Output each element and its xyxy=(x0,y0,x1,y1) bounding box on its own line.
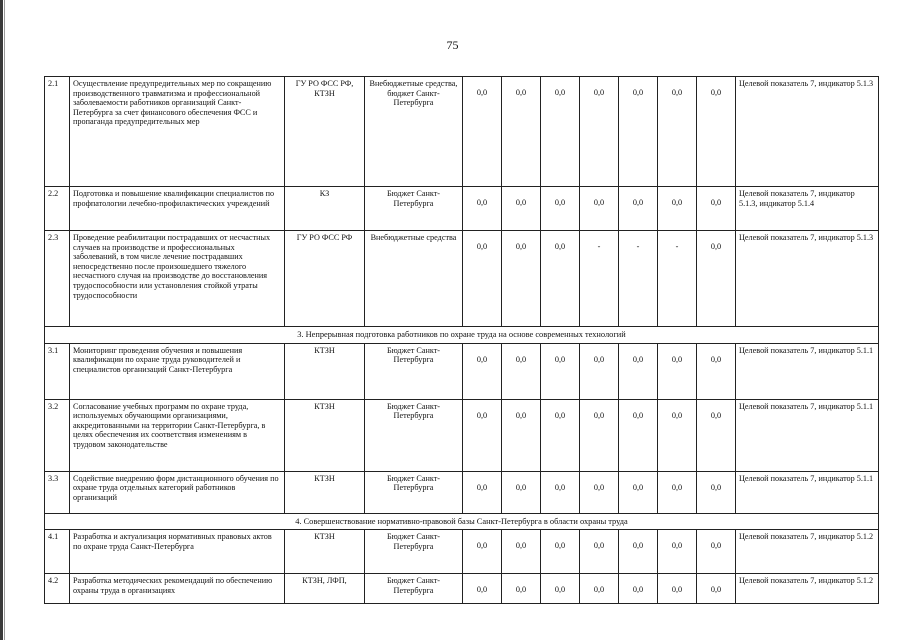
value-cell: 0,0 xyxy=(502,231,541,327)
value-cell: 0,0 xyxy=(580,471,619,513)
value-cell: - xyxy=(619,231,658,327)
value-cell: 0,0 xyxy=(619,343,658,399)
value-cell: 0,0 xyxy=(658,399,697,471)
value-cell: 0,0 xyxy=(580,530,619,574)
value-cell: 0,0 xyxy=(463,231,502,327)
executor-cell: КТЗН xyxy=(285,399,365,471)
value-cell: 0,0 xyxy=(697,574,736,604)
value-cell: 0,0 xyxy=(658,77,697,187)
value-cell: 0,0 xyxy=(502,343,541,399)
section-heading: 3. Непрерывная подготовка работников по охране труда на основе современных технологий xyxy=(45,327,879,344)
table-row xyxy=(45,343,879,399)
executor-cell: КТЗН xyxy=(285,343,365,399)
executor-cell: КТЗН xyxy=(285,530,365,574)
value-cell: 0,0 xyxy=(580,574,619,604)
value-cell: 0,0 xyxy=(697,187,736,231)
target-indicator-cell: Целевой показатель 7, индикатор 5.1.3, индикатор 5.1.4 xyxy=(736,187,879,231)
value-cell: 0,0 xyxy=(502,399,541,471)
row-number: 3.3 xyxy=(45,471,70,513)
value-cell: 0,0 xyxy=(463,187,502,231)
value-cell: 0,0 xyxy=(502,530,541,574)
value-cell: 0,0 xyxy=(580,343,619,399)
value-cell: - xyxy=(580,231,619,327)
funding-source-cell: Бюджет Санкт-Петербурга xyxy=(365,187,463,231)
activity-description: Осуществление предупредительных мер по сокращению производственного травматизма и профессиональной заболеваемости работников организаций Санкт-Петербурга за счет финансового обеспечения ФСС и пропаганда предупредительных мер xyxy=(70,77,285,187)
section-heading-row xyxy=(45,513,879,530)
value-cell: 0,0 xyxy=(619,399,658,471)
value-cell: 0,0 xyxy=(658,574,697,604)
value-cell: 0,0 xyxy=(463,471,502,513)
table-row xyxy=(45,77,879,187)
executor-cell: КЗ xyxy=(285,187,365,231)
target-indicator-cell: Целевой показатель 7, индикатор 5.1.1 xyxy=(736,471,879,513)
executor-cell: КТЗН xyxy=(285,471,365,513)
section-heading: 4. Совершенствование нормативно-правовой базы Санкт-Петербурга в области охраны труда xyxy=(45,513,879,530)
value-cell: 0,0 xyxy=(697,231,736,327)
scan-edge xyxy=(0,0,3,640)
executor-cell: ГУ РО ФСС РФ xyxy=(285,231,365,327)
value-cell: 0,0 xyxy=(541,530,580,574)
value-cell: 0,0 xyxy=(580,187,619,231)
funding-source-cell: Бюджет Санкт-Петербурга xyxy=(365,574,463,604)
value-cell: 0,0 xyxy=(541,187,580,231)
table-row xyxy=(45,187,879,231)
target-indicator-cell: Целевой показатель 7, индикатор 5.1.1 xyxy=(736,343,879,399)
value-cell: 0,0 xyxy=(619,530,658,574)
section-heading-row xyxy=(45,327,879,344)
value-cell: 0,0 xyxy=(658,530,697,574)
row-number: 4.1 xyxy=(45,530,70,574)
value-cell: 0,0 xyxy=(697,343,736,399)
table-row xyxy=(45,471,879,513)
table-row xyxy=(45,399,879,471)
value-cell: 0,0 xyxy=(541,574,580,604)
target-indicator-cell: Целевой показатель 7, индикатор 5.1.2 xyxy=(736,530,879,574)
row-number: 4.2 xyxy=(45,574,70,604)
activity-description: Мониторинг проведения обучения и повышения квалификации по охране труда руководителей и специалистов организаций Санкт-Петербурга xyxy=(70,343,285,399)
funding-source-cell: Бюджет Санкт-Петербурга xyxy=(365,399,463,471)
program-table xyxy=(44,76,879,604)
executor-cell: КТЗН, ЛФП, xyxy=(285,574,365,604)
target-indicator-cell: Целевой показатель 7, индикатор 5.1.3 xyxy=(736,77,879,187)
activity-description: Подготовка и повышение квалификации специалистов по профпатологии лечебно-профилактических учреждений xyxy=(70,187,285,231)
value-cell: 0,0 xyxy=(463,77,502,187)
value-cell: 0,0 xyxy=(541,77,580,187)
row-number: 2.2 xyxy=(45,187,70,231)
activity-description: Разработка и актуализация нормативных правовых актов по охране труда Санкт-Петербурга xyxy=(70,530,285,574)
row-number: 2.1 xyxy=(45,77,70,187)
target-indicator-cell: Целевой показатель 7, индикатор 5.1.3 xyxy=(736,231,879,327)
funding-source-cell: Внебюджетные средства xyxy=(365,231,463,327)
value-cell: 0,0 xyxy=(619,471,658,513)
funding-source-cell: Бюджет Санкт-Петербурга xyxy=(365,530,463,574)
value-cell: 0,0 xyxy=(658,187,697,231)
activity-description: Содействие внедрению форм дистанционного обучения по охране труда отдельных категорий работников организаций xyxy=(70,471,285,513)
value-cell: 0,0 xyxy=(658,343,697,399)
funding-source-cell: Внебюджетные средства, бюджет Санкт-Петербурга xyxy=(365,77,463,187)
value-cell: 0,0 xyxy=(580,399,619,471)
activity-description: Проведение реабилитации пострадавших от несчастных случаев на производстве и профессиональных заболеваний, в том числе лечение пострадавших непосредственно после произошедшего тяжелого несчастного случая на производстве до восстановления трудоспособности или установления стойкой утраты трудоспособности xyxy=(70,231,285,327)
value-cell: 0,0 xyxy=(541,343,580,399)
table-row xyxy=(45,574,879,604)
value-cell: 0,0 xyxy=(502,77,541,187)
executor-cell: ГУ РО ФСС РФ, КТЗН xyxy=(285,77,365,187)
value-cell: 0,0 xyxy=(541,399,580,471)
activity-description: Разработка методических рекомендаций по обеспечению охраны труда в организациях xyxy=(70,574,285,604)
value-cell: 0,0 xyxy=(697,530,736,574)
scan-edge-line xyxy=(4,0,5,640)
value-cell: 0,0 xyxy=(463,530,502,574)
value-cell: 0,0 xyxy=(502,471,541,513)
value-cell: 0,0 xyxy=(541,231,580,327)
table-row xyxy=(45,231,879,327)
value-cell: 0,0 xyxy=(463,343,502,399)
value-cell: 0,0 xyxy=(580,77,619,187)
value-cell: 0,0 xyxy=(541,471,580,513)
funding-source-cell: Бюджет Санкт-Петербурга xyxy=(365,471,463,513)
value-cell: 0,0 xyxy=(463,399,502,471)
value-cell: 0,0 xyxy=(502,187,541,231)
value-cell: 0,0 xyxy=(619,187,658,231)
value-cell: 0,0 xyxy=(619,574,658,604)
row-number: 3.2 xyxy=(45,399,70,471)
target-indicator-cell: Целевой показатель 7, индикатор 5.1.1 xyxy=(736,399,879,471)
row-number: 2.3 xyxy=(45,231,70,327)
funding-source-cell: Бюджет Санкт-Петербурга xyxy=(365,343,463,399)
target-indicator-cell: Целевой показатель 7, индикатор 5.1.2 xyxy=(736,574,879,604)
value-cell: 0,0 xyxy=(463,574,502,604)
page-number: 75 xyxy=(446,38,459,52)
activity-description: Согласование учебных программ по охране труда, используемых обучающими организациями, аккредитованными на территории Санкт-Петербурга, в целях обеспечения их соответствия изменениям в трудовом законодательстве xyxy=(70,399,285,471)
row-number: 3.1 xyxy=(45,343,70,399)
table-body xyxy=(45,77,879,604)
value-cell: 0,0 xyxy=(697,471,736,513)
value-cell: 0,0 xyxy=(697,77,736,187)
value-cell: 0,0 xyxy=(619,77,658,187)
value-cell: 0,0 xyxy=(697,399,736,471)
value-cell: - xyxy=(658,231,697,327)
table-row xyxy=(45,530,879,574)
value-cell: 0,0 xyxy=(658,471,697,513)
value-cell: 0,0 xyxy=(502,574,541,604)
